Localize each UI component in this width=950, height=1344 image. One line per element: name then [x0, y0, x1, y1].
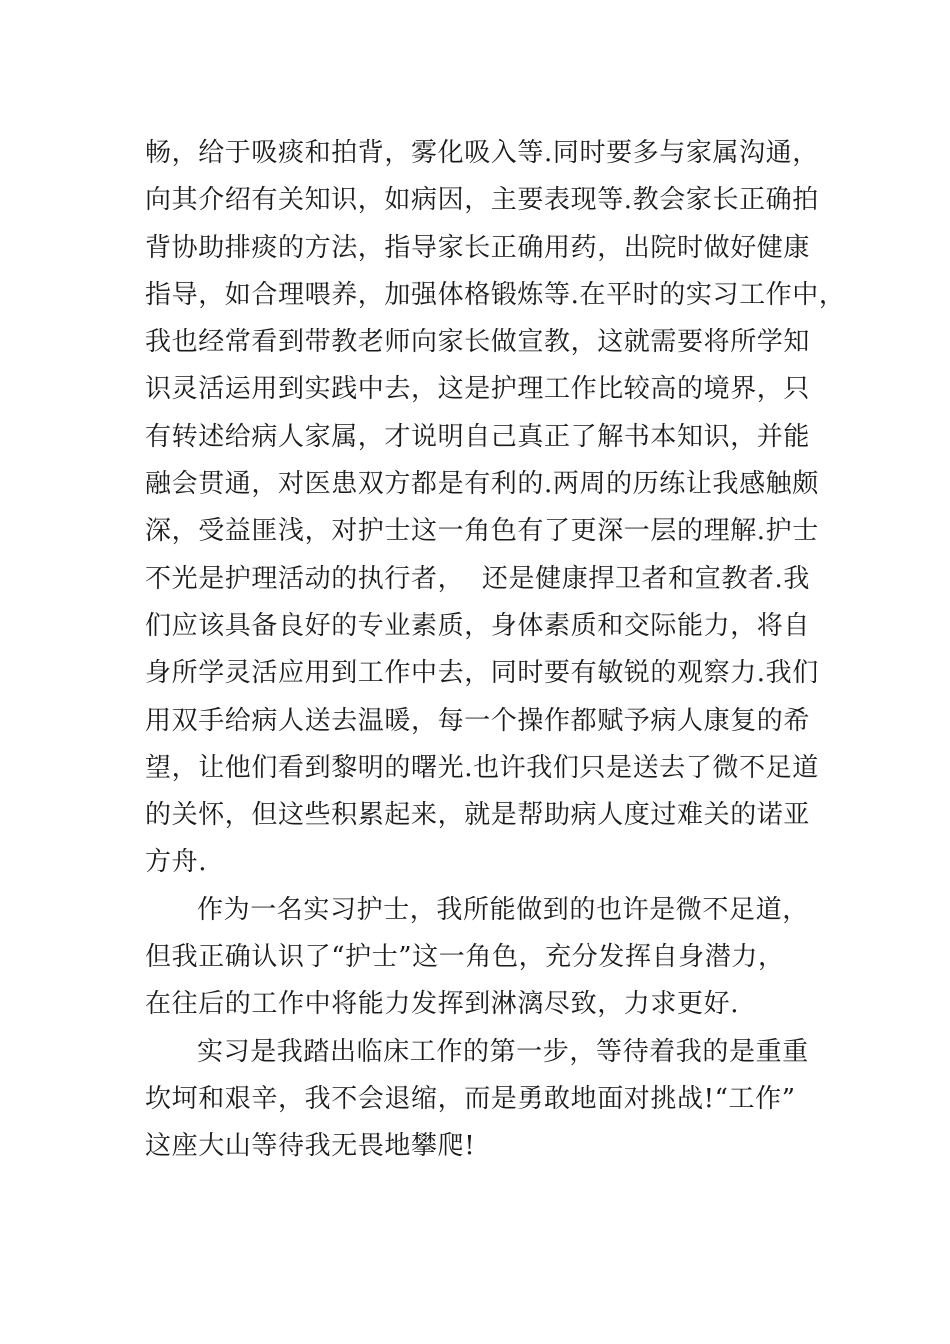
text-line: 望，让他们看到黎明的曙光.也许我们只是送去了微不足道: [145, 752, 819, 783]
text-line: 在往后的工作中将能力发挥到淋漓尽致，力求更好.: [145, 989, 740, 1020]
text-line: 融会贯通，对医患双方都是有利的.两周的历练让我感触颇: [145, 469, 819, 500]
text-line: 的关怀，但这些积累起来，就是帮助病人度过难关的诺亚: [145, 800, 811, 831]
text-line: 背协助排痰的方法，指导家长正确用药，出院时做好健康: [145, 232, 811, 263]
paragraph-start-line: 实习是我踏出临床工作的第一步，等待着我的是重重: [197, 1036, 809, 1067]
paragraph-start-line: 作为一名实习护士，我所能做到的也许是微不足道，: [197, 894, 809, 925]
text-line: 们应该具备良好的专业素质，身体素质和交际能力，将自: [145, 610, 811, 641]
text-line: 但我正确认识了“护士”这一角色，充分发挥自身潜力，: [145, 942, 785, 973]
text-line: 坎坷和艰辛，我不会退缩，而是勇敢地面对挑战!“工作”: [145, 1083, 796, 1114]
text-line: 畅，给于吸痰和拍背，雾化吸入等.同时要多与家属沟通，: [145, 138, 819, 168]
text-line: 指导，如合理喂养，加强体格锻炼等.在平时的实习工作中，: [145, 279, 846, 310]
text-line: 方舟.: [145, 847, 208, 878]
text-line: 向其介绍有关知识，如病因，主要表现等.教会家长正确拍: [145, 185, 819, 216]
text-line: 用双手给病人送去温暖，每一个操作都赋予病人康复的希: [145, 705, 811, 736]
text-line: 我也经常看到带教老师向家长做宣教，这就需要将所学知: [145, 327, 811, 358]
text-line: 这座大山等待我无畏地攀爬!: [145, 1131, 476, 1162]
text-line: 身所学灵活应用到工作中去，同时要有敏锐的观察力.我们: [145, 658, 819, 689]
text-line: 有转述给病人家属，才说明自己真正了解书本知识，并能: [145, 421, 811, 452]
text-line: 识灵活运用到实践中去，这是护理工作比较高的境界，只: [145, 374, 811, 405]
body-text: [145, 130, 845, 1171]
text-line: 不光是护理活动的执行者， 还是健康捍卫者和宣教者.我: [145, 563, 810, 594]
text-line: 深，受益匪浅，对护士这一角色有了更深一层的理解.护士: [145, 516, 819, 547]
